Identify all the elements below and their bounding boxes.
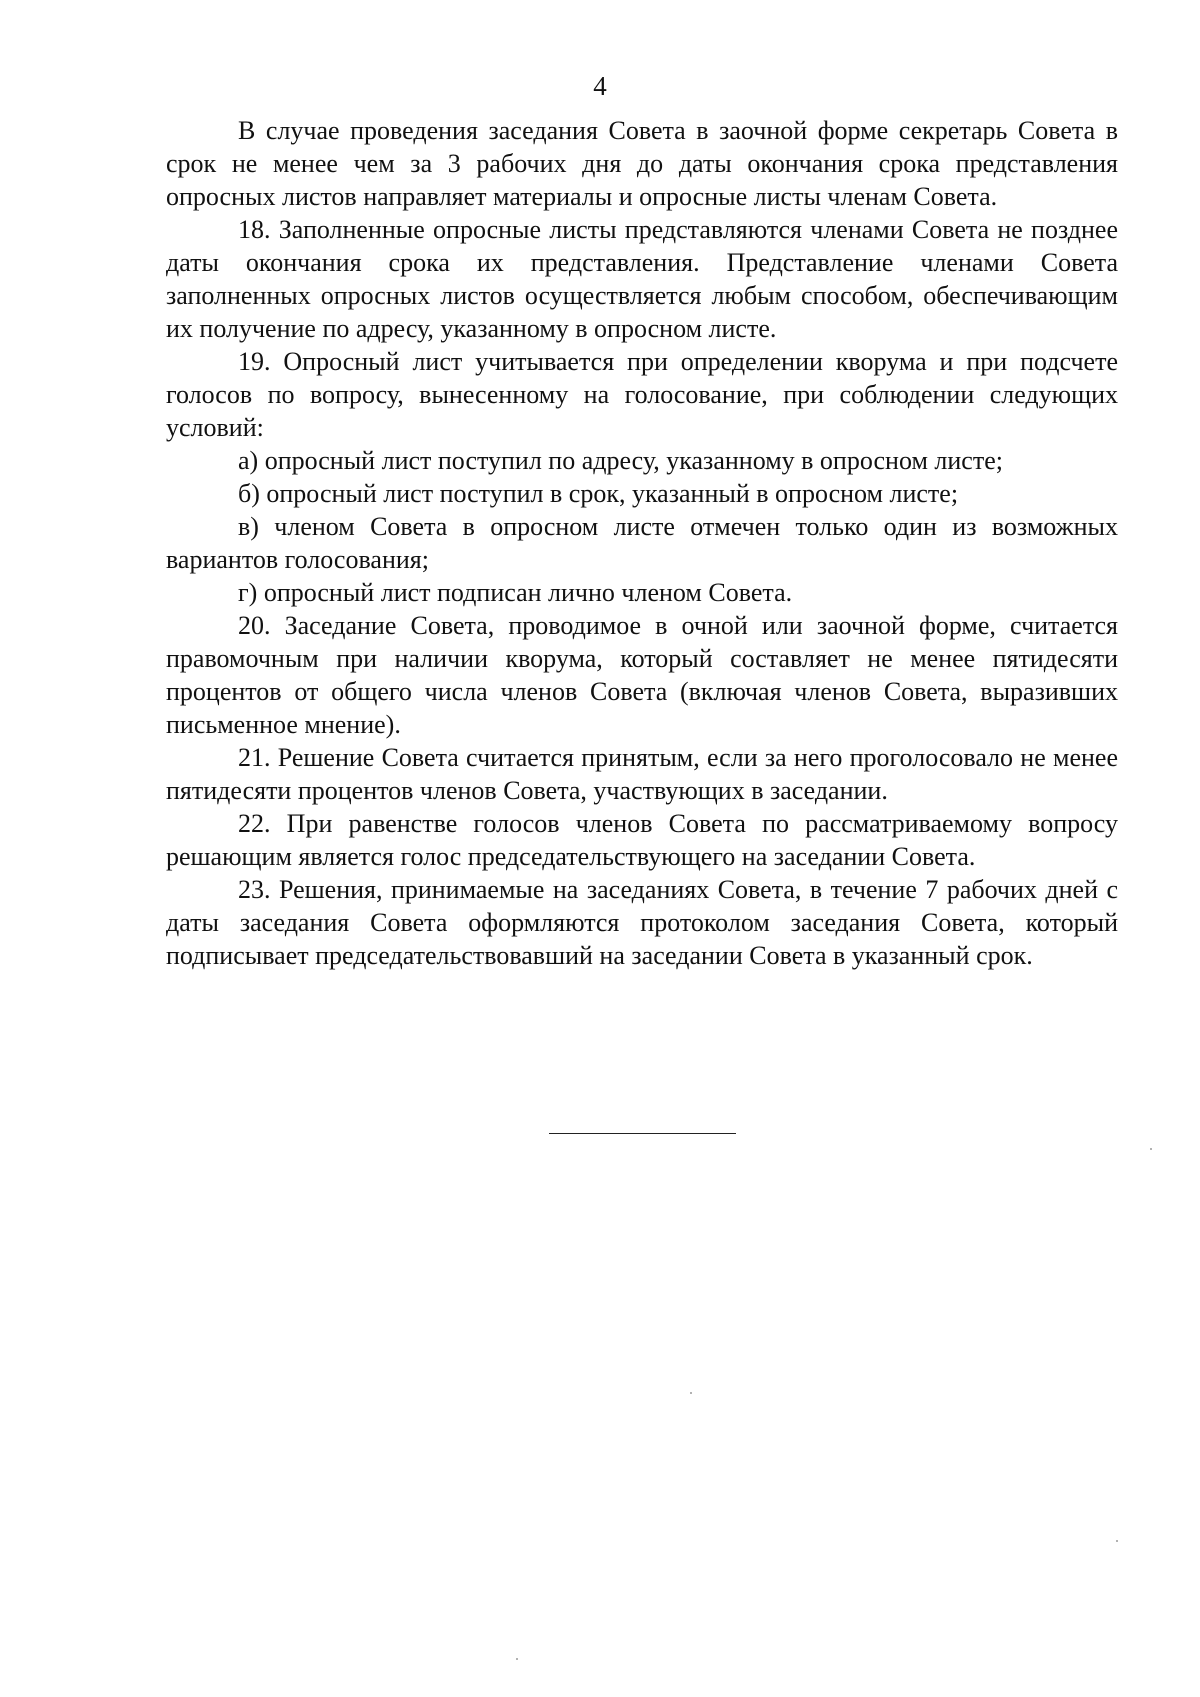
paragraph-intro: В случае проведения заседания Совета в заочной форме секретарь Совета в срок не менее чем за 3 рабочих дня до даты окончания срока представления опросных листов направляет материалы и опросные листы членам Совета. (166, 116, 1118, 211)
paragraph-19: 19. Опросный лист учитывается при определении кворума и при подсчете голосов по вопросу, вынесенному на голосование, при соблюдении следующих условий: (166, 347, 1118, 442)
page-number: 4 (593, 71, 607, 101)
scan-speck (690, 1392, 692, 1394)
list-item-a: а) опросный лист поступил по адресу, указанному в опросном листе; (238, 446, 1003, 475)
paragraph-23: 23. Решения, принимаемые на заседаниях Совета, в течение 7 рабочих дней с даты заседания Совета оформляются протоколом заседания Совета, который подписывает председательствовавший на заседании Совета в указанный срок. (166, 875, 1118, 970)
scan-speck (1116, 1540, 1118, 1542)
end-divider-line (549, 1133, 736, 1134)
document-body (166, 114, 1118, 972)
paragraph-20: 20. Заседание Совета, проводимое в очной или заочной форме, считается правомочным при наличии кворума, который составляет не менее пятидесяти процентов от общего числа членов Совета (включая членов Совета, выразивших письменное мнение). (166, 611, 1118, 739)
list-item-g: г) опросный лист подписан лично членом Совета. (238, 578, 793, 607)
scan-speck (516, 1658, 518, 1660)
list-item-v: в) членом Совета в опросном листе отмечен только один из возможных вариантов голосования; (166, 512, 1118, 574)
list-item-b: б) опросный лист поступил в срок, указанный в опросном листе; (238, 479, 959, 508)
scan-speck (1150, 1148, 1152, 1150)
paragraph-21: 21. Решение Совета считается принятым, если за него проголосовало не менее пятидесяти процентов членов Совета, участвующих в заседании. (166, 743, 1118, 805)
paragraph-18: 18. Заполненные опросные листы представляются членами Совета не позднее даты окончания срока их представления. Представление членами Совета заполненных опросных листов осуществляется любым способом, обеспечивающим их получение по адресу, указанному в опросном листе. (166, 215, 1118, 343)
paragraph-22: 22. При равенстве голосов членов Совета по рассматриваемому вопросу решающим является голос председательствующего на заседании Совета. (166, 809, 1118, 871)
